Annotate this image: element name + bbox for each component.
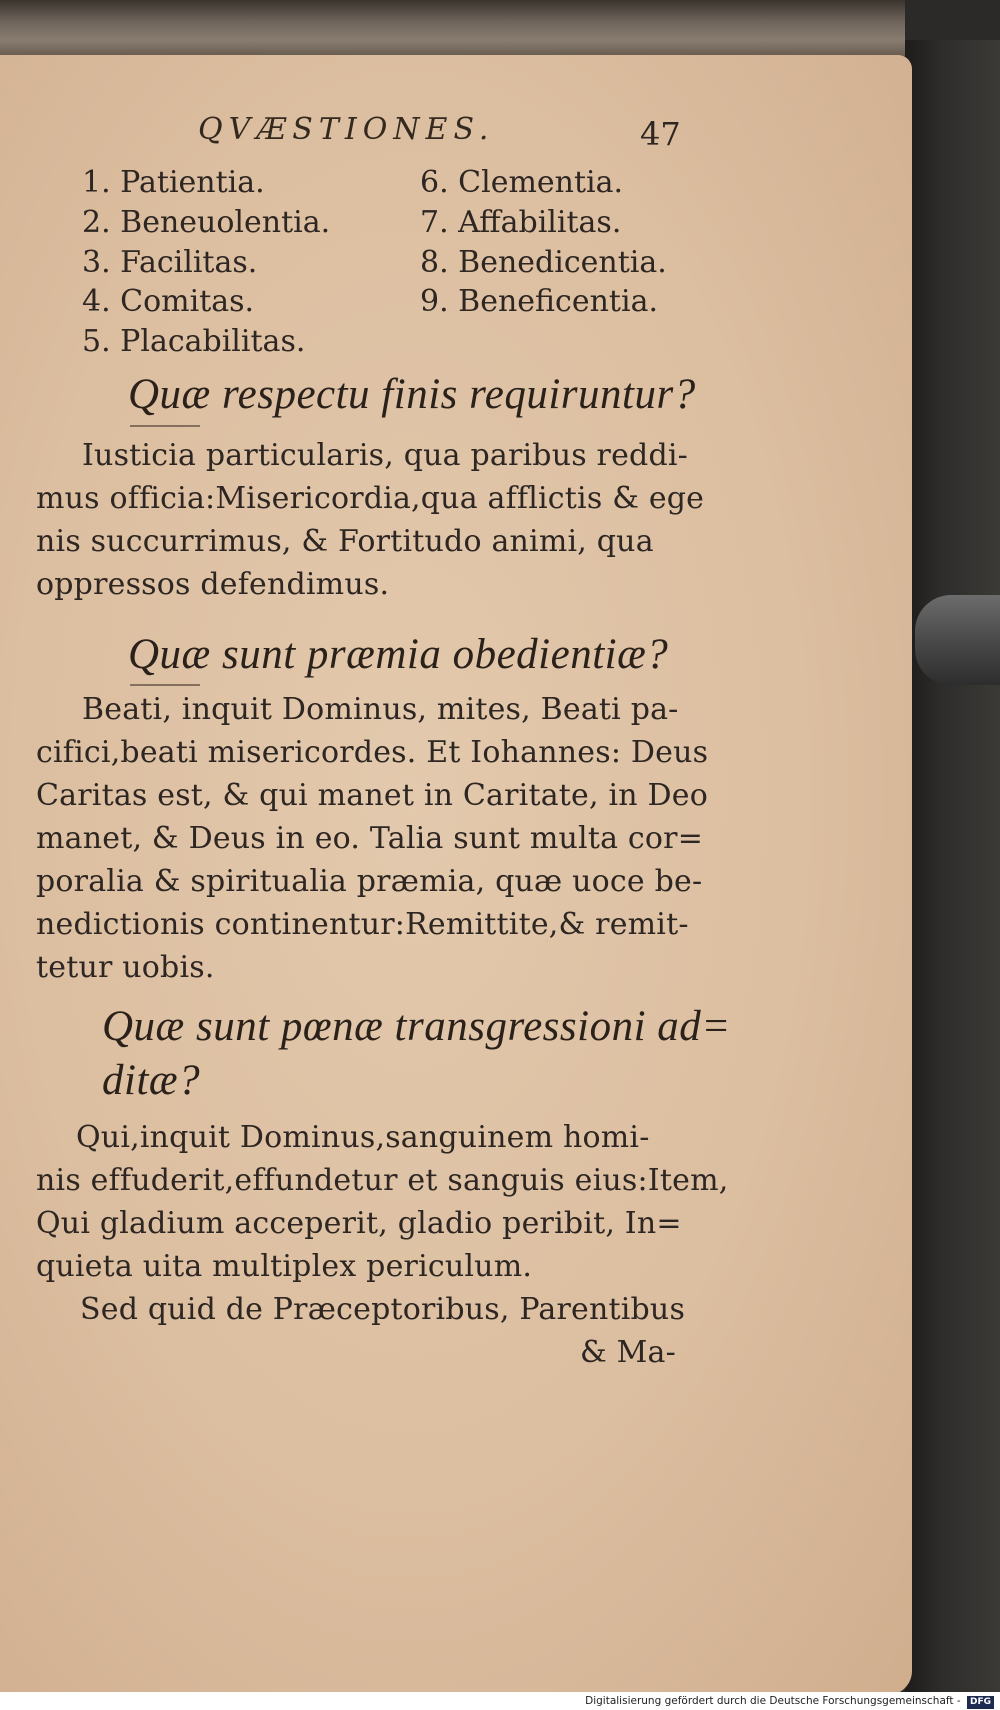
dfg-logo: DFG (967, 1696, 994, 1709)
answer-line: Qui gladium acceperit, gladio peribit, In= (36, 1206, 682, 1241)
page-number: 47 (640, 115, 681, 153)
answer-line: quieta uita multiplex periculum. (36, 1249, 533, 1284)
virtue-item: 2. Beneuolentia. (82, 205, 331, 240)
virtue-item: 8. Benedicentia. (420, 245, 667, 280)
answer-line: nis effuderit,effundetur et sanguis eius:Item, (36, 1163, 729, 1198)
answer-line: cifici,beati misericordes. Et Iohannes: Deus (36, 735, 709, 770)
answer-line: poralia & spiritualia præmia, quæ uoce be- (36, 864, 703, 899)
book-edge-shadow (905, 40, 1000, 1710)
answer-line: Iusticia particularis, qua paribus reddi- (82, 438, 688, 473)
answer-line: Beati, inquit Dominus, mites, Beati pa- (82, 692, 679, 727)
answer-line: Sed quid de Præceptoribus, Parentibus (80, 1292, 686, 1327)
footer-text: Digitalisierung gefördert durch die Deutsche Forschungsgemeinschaft - (585, 1695, 961, 1707)
virtue-item: 4. Comitas. (82, 284, 255, 319)
answer-line: Caritas est, & qui manet in Caritate, in Deo (36, 778, 708, 813)
book-top-edge (0, 0, 905, 62)
question-heading: Quæ sunt præmia obedientiæ? (128, 631, 669, 678)
virtue-item: 6. Clementia. (420, 165, 624, 200)
virtue-item: 1. Patientia. (82, 165, 265, 200)
catchword: & Ma- (580, 1335, 676, 1370)
answer-line: oppressos defendimus. (36, 567, 390, 602)
answer-line: mus officia:Misericordia,qua afflictis & ege (36, 481, 705, 516)
heading-flourish (130, 425, 200, 427)
digitization-credit (0, 1692, 1000, 1710)
virtue-item: 9. Beneficentia. (420, 284, 658, 319)
answer-line: tetur uobis. (36, 950, 215, 985)
book-clasp (915, 595, 1000, 685)
question-heading: ditæ? (102, 1057, 201, 1104)
question-heading: Quæ sunt pœnæ transgressioni ad= (102, 1003, 731, 1050)
virtue-item: 7. Affabilitas. (420, 205, 622, 240)
answer-line: manet, & Deus in eo. Talia sunt multa cor= (36, 821, 704, 856)
answer-line: nis succurrimus, & Fortitudo animi, qua (36, 524, 654, 559)
answer-line: Qui,inquit Dominus,sanguinem homi- (76, 1120, 650, 1155)
virtue-item: 3. Facilitas. (82, 245, 258, 280)
virtue-item: 5. Placabilitas. (82, 324, 306, 359)
heading-flourish (130, 684, 200, 686)
question-heading: Quæ respectu finis requiruntur? (128, 371, 696, 418)
running-head: QVÆSTIONES. (198, 112, 495, 147)
answer-line: nedictionis continentur:Remittite,& remit- (36, 907, 689, 942)
